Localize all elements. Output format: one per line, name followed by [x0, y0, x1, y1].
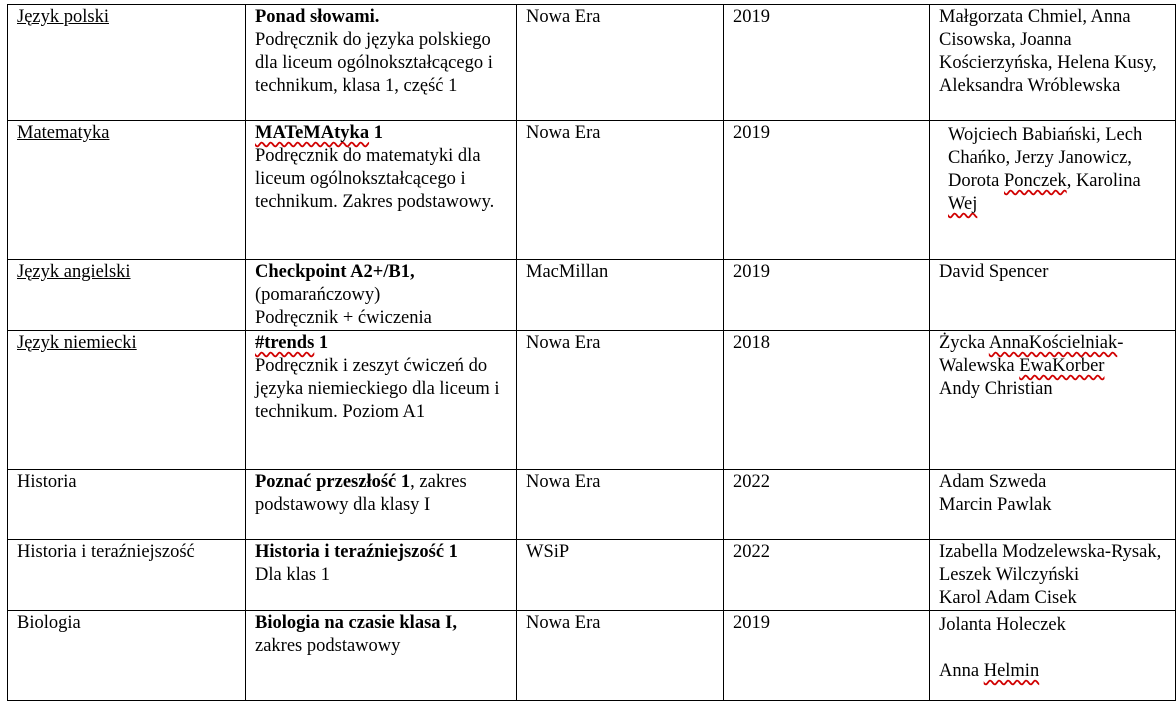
- authors-cell: [930, 611, 1176, 701]
- table-row: [8, 611, 1176, 701]
- authors-cell: [930, 540, 1176, 611]
- spelling-flag: MATeMAtyka: [255, 123, 370, 143]
- authors-cell: [930, 331, 1176, 470]
- authors-text: Anna: [939, 661, 984, 681]
- title-bold-number: 1: [369, 123, 383, 143]
- subject-link[interactable]: Język angielski: [17, 262, 131, 282]
- year-cell: 2022: [724, 470, 930, 540]
- title-text: zakres podstawowy: [255, 636, 401, 656]
- title-bold: [255, 332, 507, 355]
- spelling-flag: #trends: [255, 333, 315, 353]
- authors-text: Jolanta Holeczek: [939, 615, 1066, 635]
- authors-text: Izabella Modzelewska-Rysak, Leszek Wilczyński: [939, 542, 1162, 585]
- publisher-cell: Nowa Era: [517, 121, 724, 260]
- title-text: Podręcznik do matematyki dla liceum ogólnokształcącego i technikum. Zakres podstawowy.: [255, 146, 495, 212]
- title-cell: [246, 540, 517, 611]
- publisher-cell: WSiP: [517, 540, 724, 611]
- year-cell: 2019: [724, 5, 930, 121]
- title-cell: [246, 331, 517, 470]
- spelling-flag: Helmin: [983, 661, 1040, 681]
- authors-text: -Walewska: [939, 333, 1124, 376]
- subject-cell: [8, 331, 246, 470]
- authors-text: Wojciech Babiański, Lech Chańko, Jerzy Janowicz, Dorota: [948, 125, 1143, 191]
- title-text: (pomarańczowy): [255, 285, 381, 305]
- title-cell: [246, 260, 517, 331]
- year-cell: 2019: [724, 611, 930, 701]
- title-cell: [246, 5, 517, 121]
- subject-link[interactable]: Język niemiecki: [17, 333, 137, 353]
- title-text: , zakres podstawowy dla klasy I: [255, 472, 467, 515]
- publisher-cell: MacMillan: [517, 260, 724, 331]
- publisher-cell: Nowa Era: [517, 5, 724, 121]
- year-cell: 2022: [724, 540, 930, 611]
- title-bold: [255, 122, 507, 145]
- subject-cell: [8, 5, 246, 121]
- authors-text: Karol Adam Cisek: [939, 588, 1077, 608]
- subject-cell: Historia i teraźniejszość: [8, 540, 246, 611]
- subject-cell: Biologia: [8, 611, 246, 701]
- publisher-cell: Nowa Era: [517, 611, 724, 701]
- authors-cell: [930, 121, 1176, 260]
- blank-line: [939, 637, 1166, 660]
- subject-cell: [8, 260, 246, 331]
- title-bold-number: 1: [314, 333, 329, 353]
- subject-link[interactable]: Język polski: [17, 7, 109, 27]
- title-text: Podręcznik do języka polskiego dla liceum ogólnokształcącego i technikum, klasa 1, część 1: [255, 30, 493, 96]
- authors-text: Marcin Pawlak: [939, 495, 1052, 515]
- table-row: [8, 331, 1176, 470]
- title-cell: [246, 470, 517, 540]
- table-row: [8, 260, 1176, 331]
- title-text: Dla klas 1: [255, 565, 331, 585]
- publisher-cell: Nowa Era: [517, 470, 724, 540]
- spelling-flag: Ponczek: [1004, 171, 1067, 191]
- textbook-table: [7, 4, 1176, 701]
- authors-cell: David Spencer: [930, 260, 1176, 331]
- authors-cell: Małgorzata Chmiel, Anna Cisowska, Joanna Kościerzyńska, Helena Kusy, Aleksandra Wróblewska: [930, 5, 1176, 121]
- spelling-flag: EwaKorber: [1019, 356, 1105, 376]
- table-row: [8, 121, 1176, 260]
- authors-text: , Karolina: [1066, 171, 1141, 191]
- authors-text: Andy Christian: [939, 379, 1053, 399]
- year-cell: 2018: [724, 331, 930, 470]
- table-row: [8, 470, 1176, 540]
- table-row: [8, 5, 1176, 121]
- title-bold: Ponad słowami.: [255, 7, 380, 27]
- title-text: Podręcznik + ćwiczenia: [255, 308, 432, 328]
- year-cell: 2019: [724, 260, 930, 331]
- title-cell: [246, 611, 517, 701]
- authors-cell: [930, 470, 1176, 540]
- title-bold: Historia i teraźniejszość 1: [255, 542, 458, 562]
- subject-link[interactable]: Matematyka: [17, 123, 110, 143]
- title-bold: Poznać przeszłość 1: [255, 472, 411, 492]
- title-cell: [246, 121, 517, 260]
- authors-text: Życka: [939, 333, 989, 353]
- title-bold: Biologia na czasie klasa I,: [255, 613, 457, 633]
- table-row: [8, 540, 1176, 611]
- subject-cell: Historia: [8, 470, 246, 540]
- title-text: Podręcznik i zeszyt ćwiczeń do języka niemieckiego dla liceum i technikum. Poziom A1: [255, 356, 500, 422]
- authors-text: Adam Szweda: [939, 472, 1047, 492]
- spelling-flag: Wej: [948, 194, 978, 214]
- title-bold: Checkpoint A2+/B1,: [255, 262, 415, 282]
- publisher-cell: Nowa Era: [517, 331, 724, 470]
- spelling-flag: AnnaKościelniak: [988, 333, 1118, 353]
- subject-cell: [8, 121, 246, 260]
- year-cell: 2019: [724, 121, 930, 260]
